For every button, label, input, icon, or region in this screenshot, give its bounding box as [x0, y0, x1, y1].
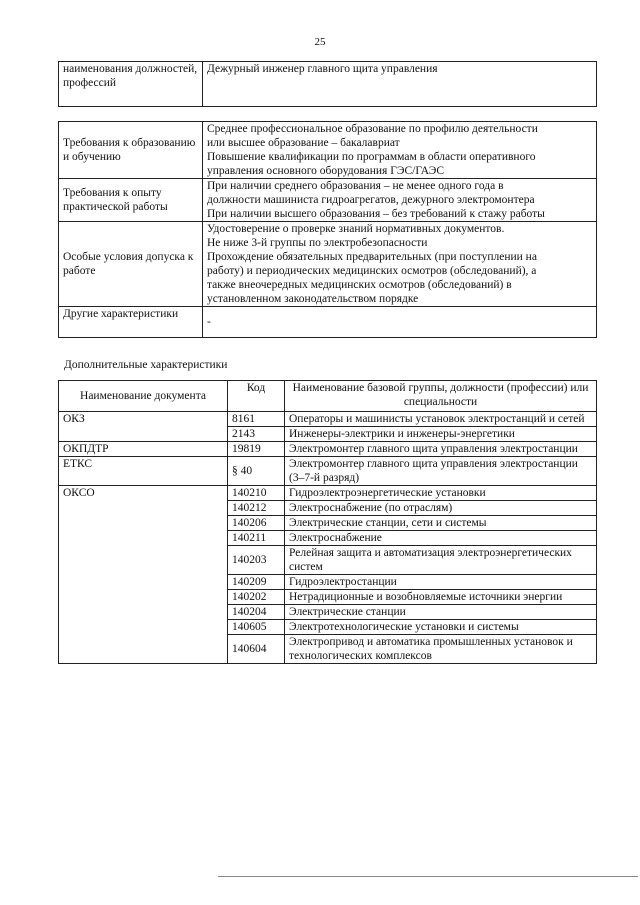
- requirement-label: Требования к опыту практической работы: [59, 179, 203, 222]
- classifier-row: [59, 457, 597, 486]
- requirement-line: Среднее профессиональное образование по профилю деятельности: [207, 123, 538, 135]
- positions-table: [58, 61, 597, 107]
- classifier-code: 140202: [228, 590, 285, 605]
- additional-characteristics-title: Дополнительные характеристики: [64, 359, 228, 371]
- classifier-table: [58, 380, 597, 664]
- requirement-line: Прохождение обязательных предварительных (при поступлении на: [207, 251, 537, 263]
- requirement-label: Требования к образованию и обучению: [59, 122, 203, 179]
- classifier-doc: ОКЗ: [59, 412, 228, 442]
- positions-label: наименования должностей, профессий: [59, 62, 203, 107]
- requirement-row: [59, 179, 597, 222]
- classifier-code: 2143: [228, 427, 285, 442]
- header-code: Код: [228, 381, 285, 412]
- classifier-name: Электропривод и автоматика промышленных установок и технологических комплексов: [285, 635, 597, 664]
- requirement-line: Не ниже 3-й группы по электробезопасности: [207, 237, 428, 249]
- requirement-value: [203, 307, 597, 338]
- requirement-line: Повышение квалификации по программам в области оперативного: [207, 151, 536, 163]
- classifier-name: Электроснабжение (по отраслям): [285, 501, 597, 516]
- requirement-row: [59, 222, 597, 307]
- classifier-code: 140206: [228, 516, 285, 531]
- classifier-name: Электротехнологические установки и системы: [285, 620, 597, 635]
- requirement-line: работу) и периодических медицинских осмотров (обследований), а: [207, 265, 537, 277]
- classifier-code: 140212: [228, 501, 285, 516]
- requirement-label: Другие характеристики: [59, 307, 203, 338]
- requirement-value: [203, 179, 597, 222]
- positions-value: Дежурный инженер главного щита управления: [203, 62, 597, 107]
- requirement-value: [203, 222, 597, 307]
- classifier-name: Инженеры-электрики и инженеры-энергетики: [285, 427, 597, 442]
- classifier-name: Релейная защита и автоматизация электроэнергетических систем: [285, 546, 597, 575]
- requirement-line: -: [207, 316, 211, 328]
- scan-artifact-line: [218, 876, 638, 877]
- classifier-doc: ЕТКС: [59, 457, 228, 486]
- classifier-name: Электрические станции: [285, 605, 597, 620]
- classifier-name: Электромонтер главного щита управления электростанции: [285, 442, 597, 457]
- requirement-label: Особые условия допуска к работе: [59, 222, 203, 307]
- requirement-row: [59, 307, 597, 338]
- classifier-code: 140604: [228, 635, 285, 664]
- classifier-code: 140209: [228, 575, 285, 590]
- requirement-value: [203, 122, 597, 179]
- classifier-doc: ОКСО: [59, 486, 228, 664]
- classifier-code: 8161: [228, 412, 285, 427]
- classifier-doc: ОКПДТР: [59, 442, 228, 457]
- requirement-line: При наличии среднего образования – не менее одного года в: [207, 180, 504, 192]
- classifier-name: Электроснабжение: [285, 531, 597, 546]
- classifier-row: [59, 412, 597, 427]
- requirement-line: управления основного оборудования ГЭС/ГАЭС: [207, 165, 445, 177]
- requirement-row: [59, 122, 597, 179]
- classifier-name: Электрические станции, сети и системы: [285, 516, 597, 531]
- requirement-line: Удостоверение о проверке знаний нормативных документов.: [207, 223, 505, 235]
- header-document: Наименование документа: [59, 381, 228, 412]
- header-name: Наименование базовой группы, должности (профессии) или специальности: [285, 381, 597, 412]
- page-number: 25: [314, 36, 326, 48]
- classifier-name: Электромонтер главного щита управления электростанции (3–7-й разряд): [285, 457, 597, 486]
- requirement-line: или высшее образование – бакалавриат: [207, 137, 400, 149]
- classifier-row: [59, 442, 597, 457]
- requirement-line: также внеочередных медицинских осмотров (обследований) в: [207, 279, 512, 291]
- classifier-code: 140605: [228, 620, 285, 635]
- positions-row: [59, 62, 597, 107]
- classifier-code: 140204: [228, 605, 285, 620]
- requirement-line: установленном законодательством порядке: [207, 293, 419, 305]
- classifier-row: [59, 486, 597, 501]
- classifier-code: 140210: [228, 486, 285, 501]
- classifier-name: Нетрадиционные и возобновляемые источники энергии: [285, 590, 597, 605]
- classifier-header-row: [59, 381, 597, 412]
- classifier-name: Гидроэлектроэнергетические установки: [285, 486, 597, 501]
- classifier-code: § 40: [228, 457, 285, 486]
- classifier-code: 19819: [228, 442, 285, 457]
- classifier-code: 140211: [228, 531, 285, 546]
- classifier-name: Операторы и машинисты установок электростанций и сетей: [285, 412, 597, 427]
- requirement-line: При наличии высшего образования – без требований к стажу работы: [207, 208, 545, 220]
- requirements-table: [58, 121, 597, 338]
- requirement-line: должности машиниста гидроагрегатов, дежурного электромонтера: [207, 194, 535, 206]
- classifier-code: 140203: [228, 546, 285, 575]
- classifier-name: Гидроэлектростанции: [285, 575, 597, 590]
